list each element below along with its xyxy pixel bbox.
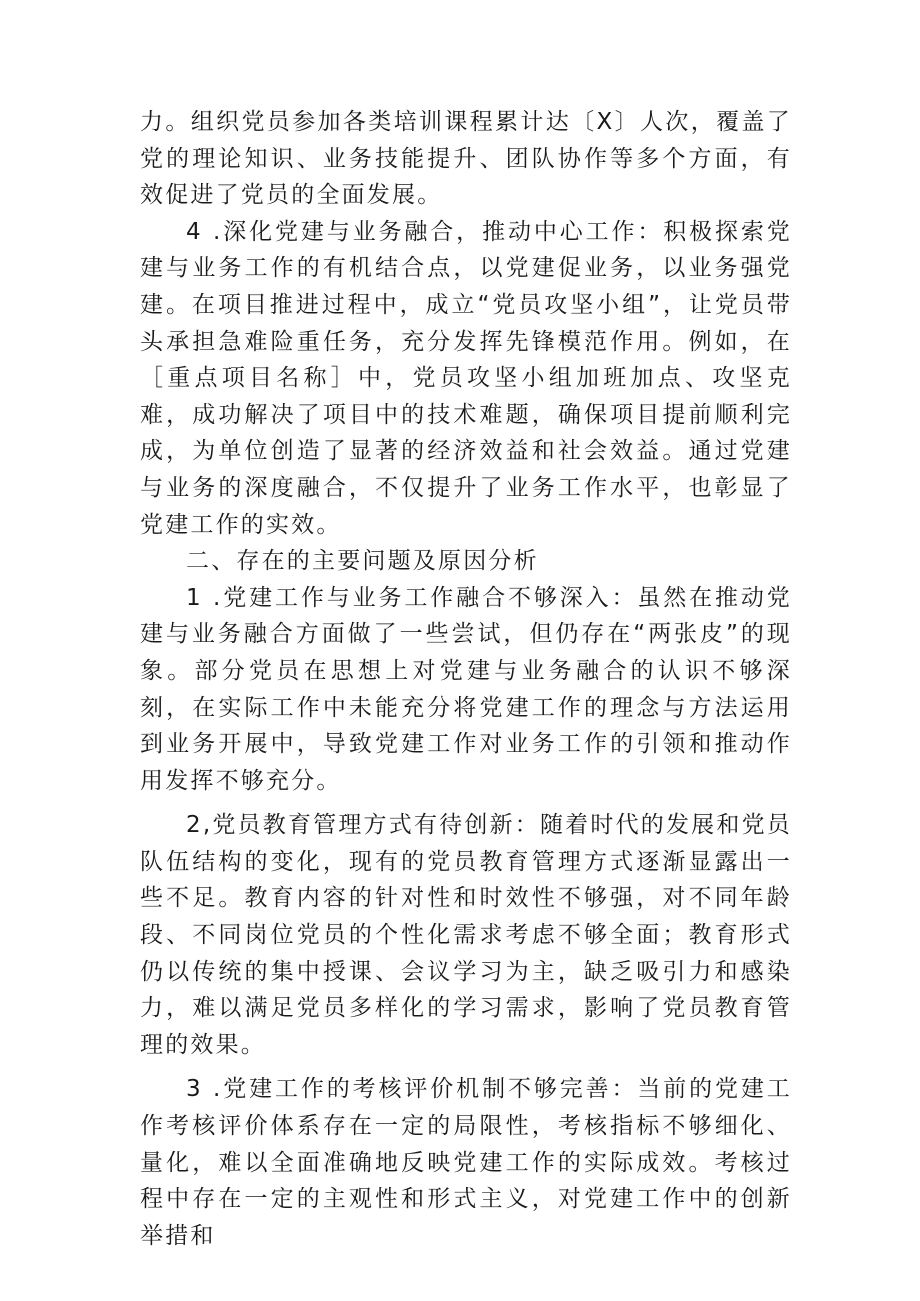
paragraph-problem-3: 3 .党建工作的考核评价机制不够完善：当前的党建工作考核评价体系存在一定的局限性，考核指标不够细化、量化，难以全面准确地反映党建工作的实际成效。考核过程中存在一定的主观性和形式主义，对党建工作中的创新举措和 <box>140 1076 792 1249</box>
paragraph-problem-1: 1 .党建工作与业务工作融合不够深入：虽然在推动党建与业务融合方面做了一些尝试，但仍存在“两张皮”的现象。部分党员在思想上对党建与业务融合的认识不够深刻，在实际工作中未能充分将党建工作的理念与方法运用到业务开展中，导致党建工作对业务工作的引领和推动作用发挥不够充分。 <box>140 584 792 794</box>
paragraph-problem-2: 2,党员教育管理方式有待创新：随着时代的发展和党员队伍结构的变化，现有的党员教育管理方式逐渐显露出一些不足。教育内容的针对性和时效性不够强，对不同年龄段、不同岗位党员的个性化需求考虑不够全面；教育形式仍以传统的集中授课、会议学习为主，缺乏吸引力和感染力，难以满足党员多样化的学习需求，影响了党员教育管理的效果。 <box>140 812 792 1058</box>
section-heading-problems: 二、存在的主要问题及原因分析 <box>186 548 539 575</box>
paragraph-item-4-integration: 4 .深化党建与业务融合，推动中心工作：积极探索党建与业务工作的有机结合点，以党建促业务，以业务强党建。在项目推进过程中，成立“党员攻坚小组”，让党员带头承担急难险重任务，充分发挥先锋模范作用。例如，在［重点项目名称］中，党员攻坚小组加班加点、攻坚克难，成功解决了项目中的技术难题，确保项目提前顺利完成，为单位创造了显著的经济效益和社会效益。通过党建与业务的深度融合，不仅提升了业务工作水平，也彰显了党建工作的实效。 <box>140 218 792 538</box>
document-body <box>140 104 792 1254</box>
paragraph-training-summary: 力。组织党员参加各类培训课程累计达〔X〕人次，覆盖了党的理论知识、业务技能提升、团队协作等多个方面，有效促进了党员的全面发展。 <box>140 109 792 209</box>
